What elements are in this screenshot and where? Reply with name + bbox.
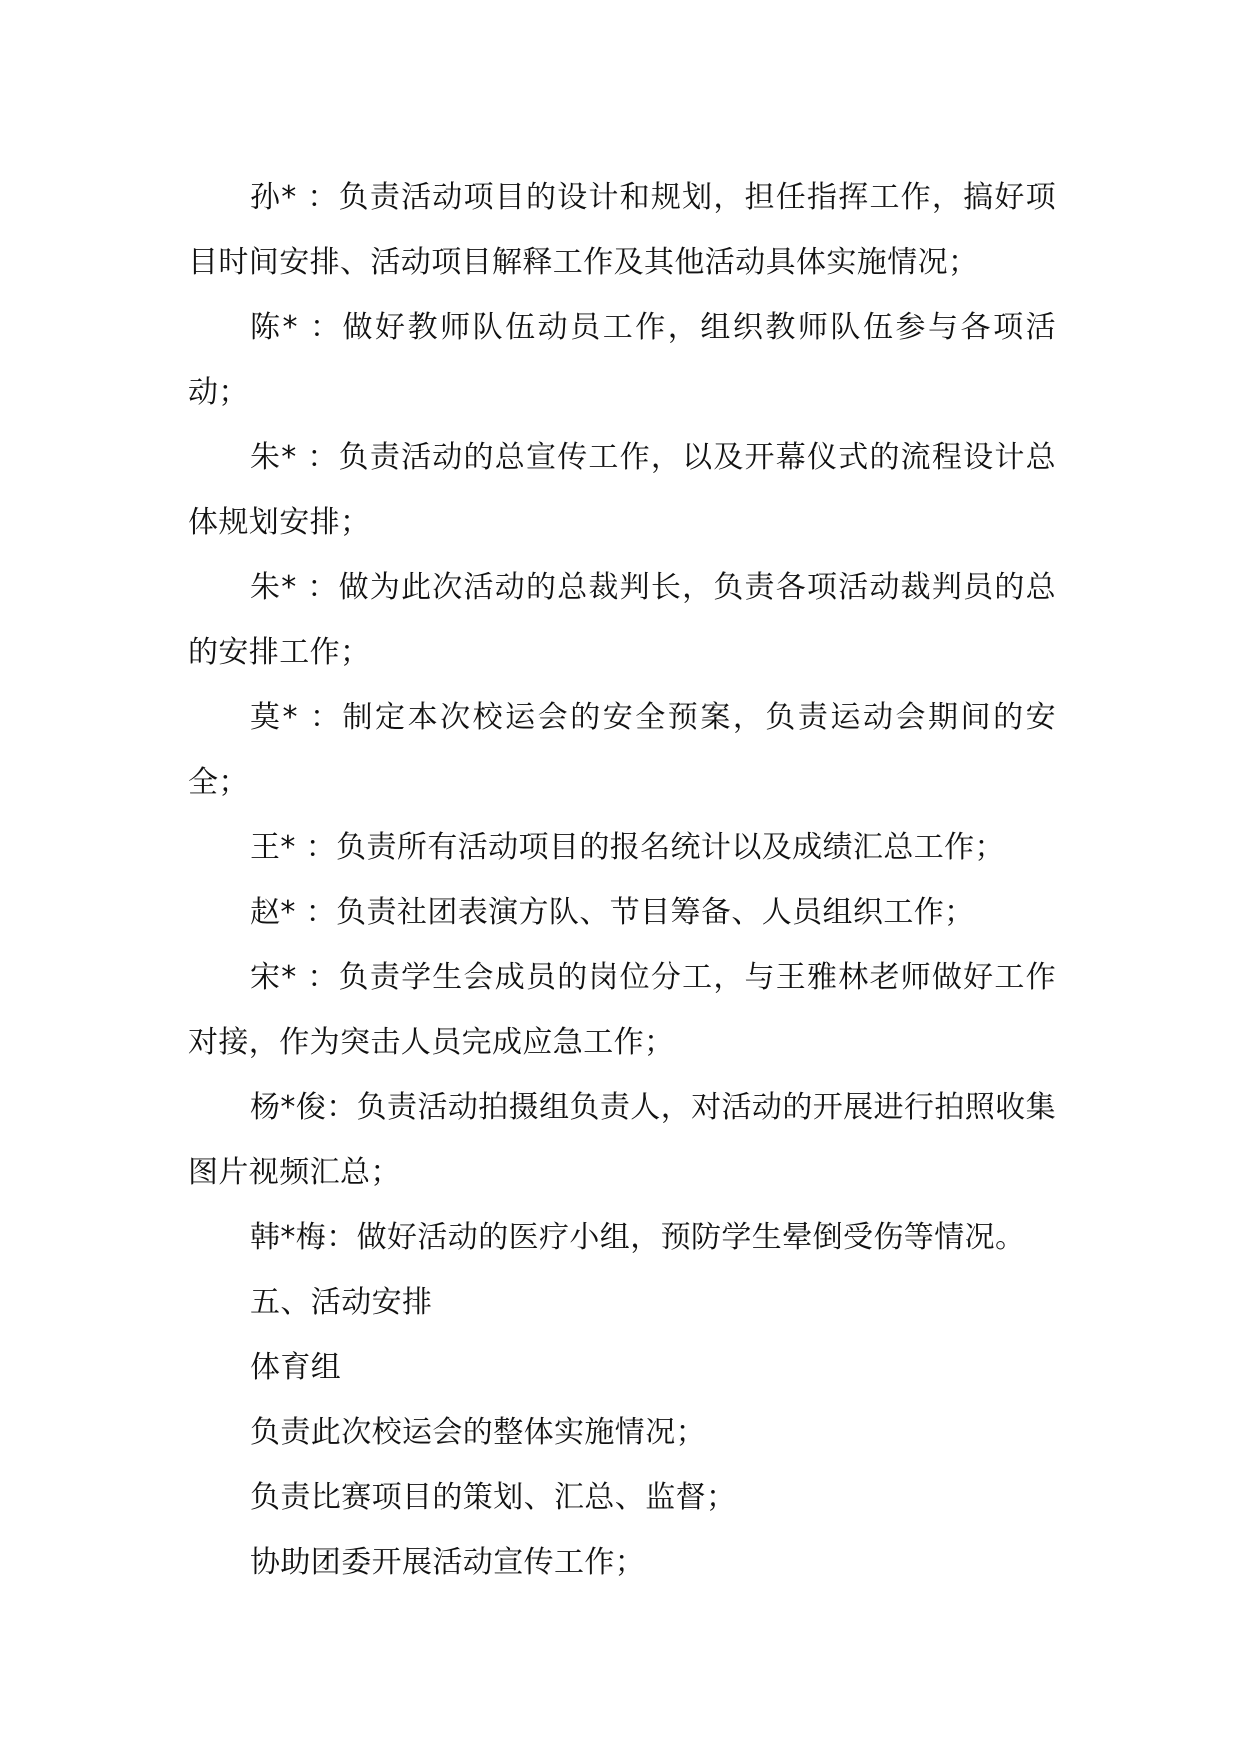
paragraph-zhao-duties: 赵* ：负责社团表演方队、节目筹备、人员组织工作； xyxy=(250,895,975,930)
list-item-event-planning: 负责比赛项目的策划、汇总、监督； xyxy=(250,1480,737,1515)
list-item-overall-implementation: 负责此次校运会的整体实施情况； xyxy=(250,1415,706,1450)
paragraph-mo-duties: 莫* ：制定本次校运会的安全预案，负责运动会期间的安全； xyxy=(188,700,1056,800)
paragraph-yang-duties: 杨*俊：负责活动拍摄组负责人，对活动的开展进行拍照收集图片视频汇总； xyxy=(188,1090,1056,1190)
list-item-publicity-assistance: 协助团委开展活动宣传工作； xyxy=(250,1545,646,1580)
paragraph-zhu-publicity-duties: 朱* ：负责活动的总宣传工作，以及开幕仪式的流程设计总体规划安排； xyxy=(188,440,1056,540)
document-body xyxy=(188,165,1056,1595)
paragraph-zhu-referee-duties: 朱* ：做为此次活动的总裁判长，负责各项活动裁判员的总的安排工作； xyxy=(188,570,1056,670)
paragraph-sun-duties: 孙* ：负责活动项目的设计和规划，担任指挥工作，搞好项目时间安排、活动项目解释工作及其他活动具体实施情况； xyxy=(188,180,1056,280)
subheading-sports-group: 体育组 xyxy=(250,1350,342,1385)
paragraph-han-duties: 韩*梅：做好活动的医疗小组，预防学生晕倒受伤等情况。 xyxy=(250,1220,1026,1255)
paragraph-chen-duties: 陈* ：做好教师队伍动员工作，组织教师队伍参与各项活动； xyxy=(188,310,1056,410)
paragraph-wang-duties: 王* ：负责所有活动项目的报名统计以及成绩汇总工作； xyxy=(250,830,1005,865)
section-heading-activity-arrangement: 五、活动安排 xyxy=(250,1285,433,1320)
paragraph-song-duties: 宋* ：负责学生会成员的岗位分工，与王雅林老师做好工作对接，作为突击人员完成应急工作； xyxy=(188,960,1056,1060)
